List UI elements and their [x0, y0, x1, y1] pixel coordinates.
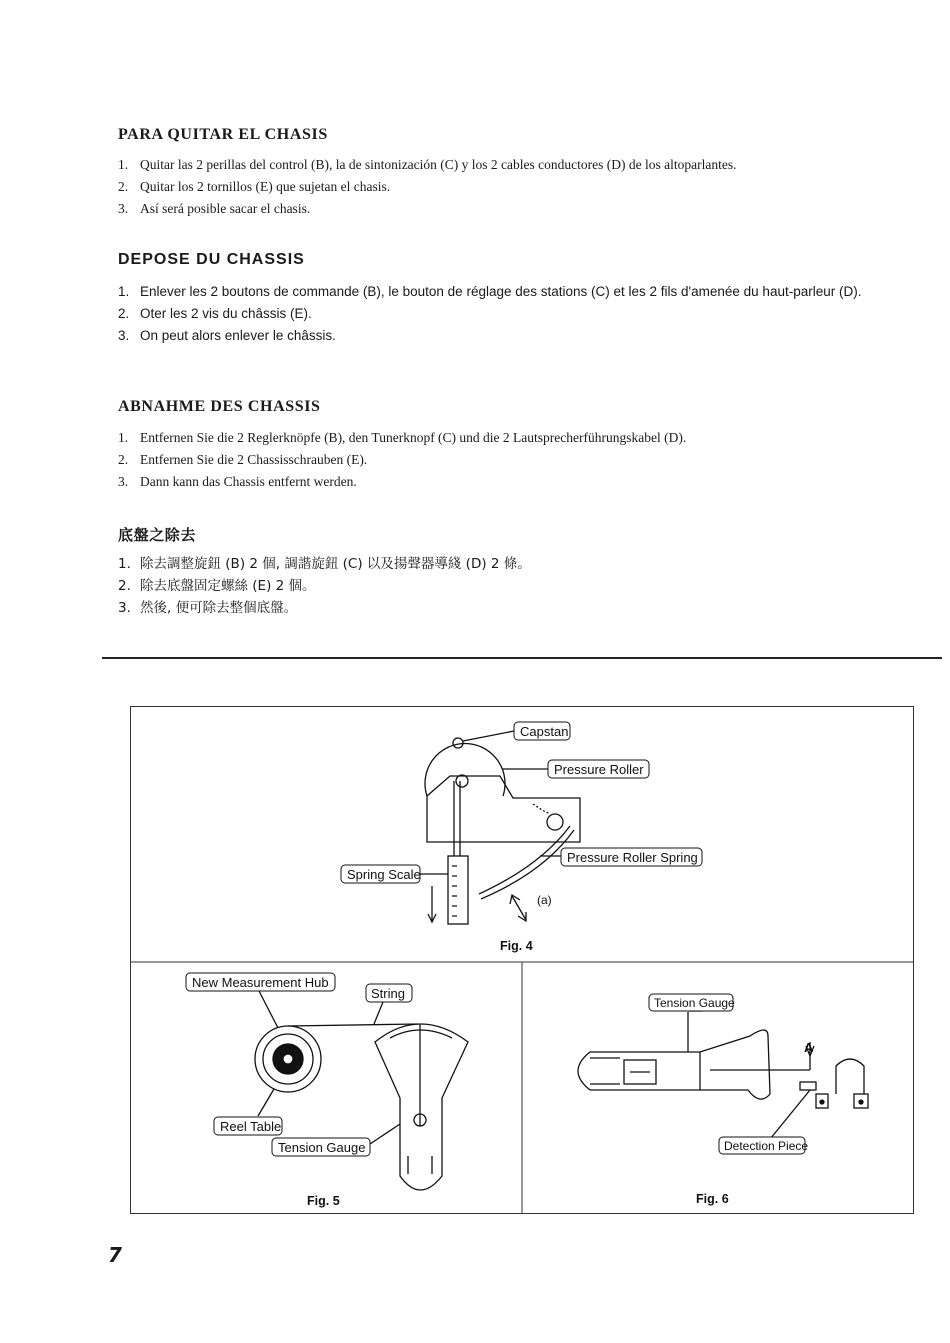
steps-de	[118, 427, 908, 493]
list-item: 1. Enlever les 2 boutons de commande (B), le bouton de réglage des stations (C) et les 2 fils d'amenée du haut-parleur (D).	[118, 284, 862, 299]
pressure-roller-label: Pressure Roller	[554, 762, 644, 777]
pressure-roller-spring-label: Pressure Roller Spring	[567, 850, 698, 865]
section-title-zh: 底盤之除去	[118, 526, 197, 544]
list-item: 3. Así será posible sacar el chasis.	[118, 201, 311, 216]
steps-es	[118, 154, 908, 220]
list-item: 3. 然後, 便可除去整個底盤。	[118, 600, 298, 616]
measurement-hub-label: New Measurement Hub	[192, 975, 329, 990]
section-title-de: ABNAHME DES CHASSIS	[118, 398, 321, 415]
fig6-caption: Fig. 6	[696, 1192, 729, 1206]
tension-gauge-shape	[375, 1024, 468, 1190]
capstan-shape	[453, 738, 463, 748]
reel-table-label: Reel Table	[220, 1119, 282, 1134]
fig5-caption: Fig. 5	[307, 1194, 340, 1208]
list-item: 3. On peut alors enlever le châssis.	[118, 328, 336, 343]
fig5-diagram	[255, 989, 468, 1190]
tension-gauge-label-fig6: Tension Gauge	[654, 996, 735, 1010]
list-item: 1. 除去調整旋鈕 (B) 2 個, 調諧旋鈕 (C) 以及揚聲器導綫 (D) 2 條。	[118, 556, 531, 572]
list-item: 1. Quitar las 2 perillas del control (B), la de sintonización (C) y los 2 cables conductores (D) de los altoparlantes.	[118, 157, 737, 172]
section-title-fr: DEPOSE DU CHASSIS	[118, 251, 305, 268]
list-item: 2. Oter les 2 vis du châssis (E).	[118, 306, 312, 321]
section-title-es: PARA QUITAR EL CHASIS	[118, 126, 328, 143]
divider	[102, 657, 942, 659]
pressure-arm-shape	[427, 776, 580, 842]
spring-scale-label: Spring Scale	[347, 867, 421, 882]
list-item: 1. Entfernen Sie die 2 Reglerknöpfe (B), den Tunerknopf (C) und die 2 Lautsprecherführungskabel (D).	[118, 430, 687, 445]
list-item: 3. Dann kann das Chassis entfernt werden.	[118, 474, 357, 489]
page-number: 7	[108, 1243, 122, 1267]
list-item: 2. 除去底盤固定螺絲 (E) 2 個。	[118, 578, 316, 594]
fig6-diagram	[578, 1011, 868, 1144]
spring-scale-shape	[448, 856, 468, 924]
spring-coil-shape	[547, 814, 563, 830]
figures-panel	[130, 706, 914, 1214]
capstan-label: Capstan	[520, 724, 569, 739]
figures-svg	[130, 706, 914, 1214]
a-marker-label: A	[804, 1040, 814, 1055]
string-label: String	[371, 986, 405, 1001]
fig6-labels	[649, 994, 814, 1206]
fig4-caption: Fig. 4	[500, 939, 533, 953]
tension-gauge-body-shape	[578, 1030, 770, 1099]
list-item: 2. Entfernen Sie die 2 Chassisschrauben (E).	[118, 452, 368, 467]
list-item: 2. Quitar los 2 tornillos (E) que sujetan el chasis.	[118, 179, 391, 194]
tension-gauge-label-fig5: Tension Gauge	[278, 1140, 366, 1155]
steps-zh	[118, 553, 908, 619]
roller-hub-shape	[456, 775, 468, 787]
steps-fr	[118, 281, 908, 347]
detection-piece-label: Detection Piece	[724, 1139, 809, 1153]
a-label: (a)	[537, 893, 552, 907]
